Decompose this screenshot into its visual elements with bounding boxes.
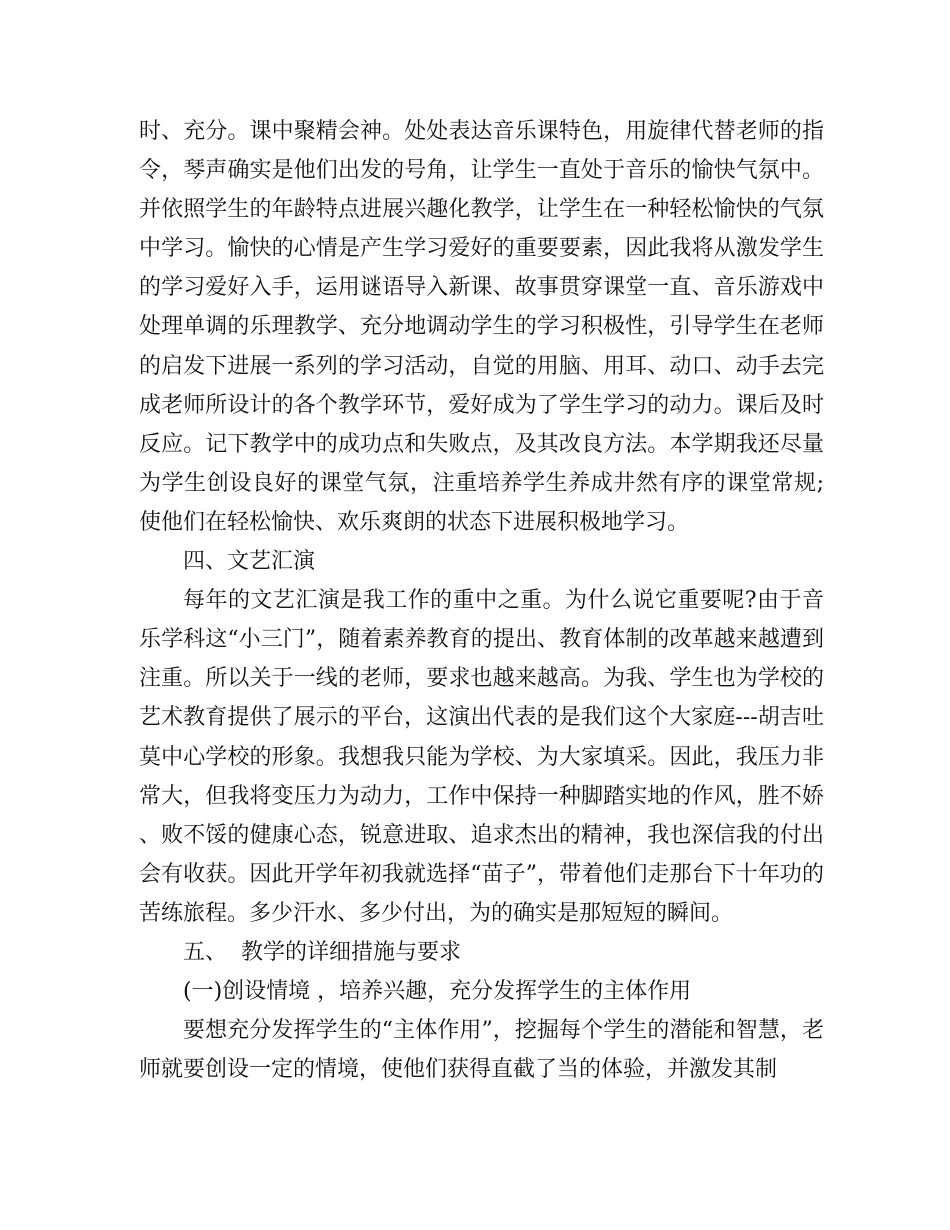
body-paragraph-3: 要想充分发挥学生的“主体作用”，挖掘每个学生的潜能和智慧，老师就要创设一定的情境，使他们获得直截了当的体验，并激发其制 (139, 1018, 824, 1083)
section-heading-5: 五、 教学的详细措施与要求 (183, 939, 461, 965)
body-paragraph-1: 时、充分。课中聚精会神。处处表达音乐课特色，用旋律代替老师的指令，琴声确实是他们出发的号角，让学生一直处于音乐的愉快气氛中。并依照学生的年龄特点进展兴趣化教学，让学生在一种轻松愉快的气氛中学习。愉快的心情是产生学习爱好的重要要素，因此我将从激发学生的学习爱好入手，运用谜语导入新课、故事贯穿课堂一直、音乐游戏中处理单调的乐理教学、充分地调动学生的学习积极性，引导学生在老师的启发下进展一系列的学习活动，自觉的用脑、用耳、动口、动手去完成老师所设计的各个教学环节，爱好成为了学生学习的动力。课后及时反应。记下教学中的成功点和失败点，及其改良方法。本学期我还尽量为学生创设良好的课堂气氛，注重培养学生养成井然有序的课堂常规;使他们在轻松愉快、欢乐爽朗的状态下进展积极地学习。 (139, 119, 824, 535)
body-paragraph-2: 每年的文艺汇演是我工作的重中之重。为什么说它重要呢?由于音乐学科这“小三门”，随着素养教育的提出、教育体制的改革越来越遭到注重。所以关于一线的老师，要求也越来越高。为我、学生也为学校的艺术教育提供了展示的平台，这演出代表的是我们这个大家庭---胡吉吐莫中心学校的形象。我想我只能为学校、为大家填采。因此，我压力非常大，但我将变压力为动力，工作中保持一种脚踏实地的作风，胜不娇、败不馁的健康心态，锐意进取、追求杰出的精神，我也深信我的付出会有收获。因此开学年初我就选择“苗子”，带着他们走那台下十年功的苦练旅程。多少汗水、多少付出，为的确实是那短短的瞬间。 (139, 588, 824, 926)
subsection-heading-1: (一)创设情境 ，培养兴趣，充分发挥学生的主体作用 (183, 979, 692, 1005)
section-heading-4: 四、文艺汇演 (183, 549, 316, 575)
document-body (139, 112, 824, 1089)
